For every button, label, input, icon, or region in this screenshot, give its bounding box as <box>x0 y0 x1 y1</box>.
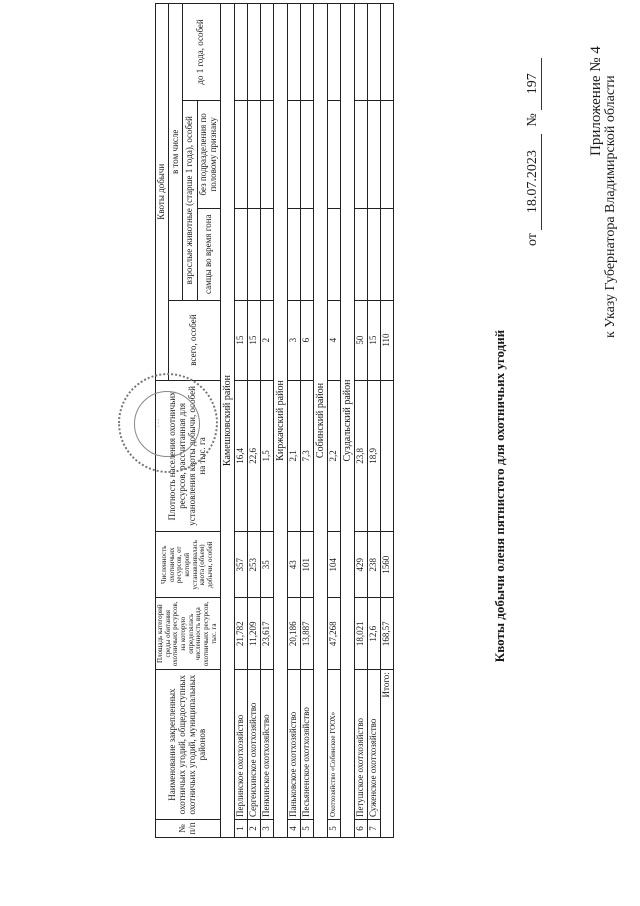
cell-num: 3 <box>260 820 273 838</box>
table-row <box>287 4 300 838</box>
header-total: всего, особей <box>168 300 220 380</box>
appendix-heading: Приложение № 4 <box>588 46 604 156</box>
cell-rut <box>247 208 260 300</box>
cell-young <box>327 4 340 101</box>
header-population: Численность охотничьих ресурсов, от которой устанавливалась квота (объем) добычи, особей <box>156 532 221 598</box>
table-row <box>247 4 260 838</box>
cell-density: 18,9 <box>367 380 380 532</box>
cell-total: 15 <box>247 300 260 380</box>
district-row <box>273 4 287 838</box>
cell-no-sex <box>354 100 367 208</box>
cell-density: 16,4 <box>234 380 247 532</box>
cell-no-sex <box>247 100 260 208</box>
cell-num: 1 <box>234 820 247 838</box>
cell-total: 15 <box>367 300 380 380</box>
cell-young <box>300 4 313 101</box>
header-rut: самцы во время гона <box>197 208 220 300</box>
date-prefix: от <box>525 233 540 246</box>
table-row <box>234 4 247 838</box>
cell-total: 2 <box>260 300 273 380</box>
cell-young <box>260 4 273 101</box>
header-young: до 1 года, особей <box>183 4 220 101</box>
table-row <box>300 4 313 838</box>
decree-date: 18.07.2023 <box>525 134 542 230</box>
cell-area: 20,186 <box>287 598 300 670</box>
cell-young <box>234 4 247 101</box>
cell-area: 21,782 <box>234 598 247 670</box>
district-row <box>313 4 327 838</box>
cell-num: 2 <box>247 820 260 838</box>
total-density <box>380 380 393 532</box>
cell-area: 47,268 <box>327 598 340 670</box>
district-name: Киржачский район <box>273 4 287 838</box>
cell-density: 23,8 <box>354 380 367 532</box>
cell-num: 5 <box>327 820 340 838</box>
header-no-sex: без подразделения по половому признаку <box>197 100 220 208</box>
cell-area: 23,617 <box>260 598 273 670</box>
total-population: 1560 <box>380 532 393 598</box>
cell-name: Пенкинское охотхозяйство <box>260 670 273 820</box>
table-row <box>260 4 273 838</box>
district-name: Суздальский район <box>340 4 354 838</box>
cell-rut <box>354 208 367 300</box>
header-incl: в том числе <box>168 4 182 301</box>
decree-reference: к Указу Губернатора Владимирской области <box>603 75 618 338</box>
cell-young <box>247 4 260 101</box>
cell-no-sex <box>234 100 247 208</box>
cell-density: 2,1 <box>287 380 300 532</box>
cell-rut <box>327 208 340 300</box>
cell-population: 101 <box>300 532 313 598</box>
cell-density: 1,5 <box>260 380 273 532</box>
cell-no-sex <box>367 100 380 208</box>
cell-no-sex <box>300 100 313 208</box>
cell-density: 7,3 <box>300 380 313 532</box>
cell-num: 5 <box>300 820 313 838</box>
cell-total: 4 <box>327 300 340 380</box>
cell-rut <box>367 208 380 300</box>
table-row <box>367 4 380 838</box>
header-quota-group: Квоты добычи <box>156 4 169 381</box>
cell-population: 35 <box>260 532 273 598</box>
cell-name: Охотхозяйство «Собинское ГООХ» <box>327 670 340 820</box>
cell-population: 43 <box>287 532 300 598</box>
cell-rut <box>287 208 300 300</box>
official-seal-stamp: ◦ ◦ ◦ <box>118 373 218 473</box>
district-row <box>220 4 234 838</box>
cell-young <box>287 4 300 101</box>
cell-area: 11,209 <box>247 598 260 670</box>
table-row <box>327 4 340 838</box>
cell-population: 104 <box>327 532 340 598</box>
cell-population: 357 <box>234 532 247 598</box>
quota-table-body <box>220 4 393 838</box>
cell-rut <box>234 208 247 300</box>
cell-no-sex <box>287 100 300 208</box>
cell-name: Сергеихинское охотхозяйство <box>247 670 260 820</box>
decree-number: 197 <box>525 58 542 110</box>
cell-population: 253 <box>247 532 260 598</box>
cell-density: 22,6 <box>247 380 260 532</box>
cell-name: Перлинское охотхозяйство <box>234 670 247 820</box>
total-total: 110 <box>380 300 393 380</box>
cell-num: 4 <box>287 820 300 838</box>
table-row <box>354 4 367 838</box>
cell-rut <box>260 208 273 300</box>
cell-area: 18,021 <box>354 598 367 670</box>
cell-young <box>354 4 367 101</box>
cell-name: Песьяненское охотхозяйство <box>300 670 313 820</box>
total-area: 168,57 <box>380 598 393 670</box>
decree-date-line <box>525 58 542 246</box>
header-name: Наименование закрепленных охотничьих угодий, общедоступных охотничьих угодий, муниципальных районов <box>156 670 221 820</box>
cell-population: 238 <box>367 532 380 598</box>
number-prefix: № <box>525 113 540 127</box>
district-row <box>340 4 354 838</box>
total-young <box>380 4 393 101</box>
district-name: Камешковский район <box>220 4 234 838</box>
cell-area: 12,6 <box>367 598 380 670</box>
cell-density: 2,2 <box>327 380 340 532</box>
document-title: Квоты добычи оленя пятнистого для охотничьих угодий <box>492 329 507 663</box>
total-rut <box>380 208 393 300</box>
cell-area: 13,887 <box>300 598 313 670</box>
header-area: Площадь категорий среды обитания охотничьих ресурсов, на которую определялась численность вида охотничьих ресурсов, тыс. га <box>156 598 221 670</box>
cell-name: Суженское охотхозяйство <box>367 670 380 820</box>
cell-total: 15 <box>234 300 247 380</box>
header-adults: взрослые животные (старше 1 года), особей <box>183 100 197 300</box>
cell-population: 429 <box>354 532 367 598</box>
total-label: Итого: <box>380 670 393 838</box>
cell-no-sex <box>260 100 273 208</box>
cell-no-sex <box>327 100 340 208</box>
cell-total: 6 <box>300 300 313 380</box>
cell-young <box>367 4 380 101</box>
cell-rut <box>300 208 313 300</box>
cell-num: 6 <box>354 820 367 838</box>
district-name: Собинский район <box>313 4 327 838</box>
header-density: Плотность населения охотничьих ресурсов, рассчитанная для установления квоты добычи, особей на тыс. га <box>156 380 221 532</box>
total-row <box>380 4 393 838</box>
header-num: № п/п <box>156 820 221 838</box>
cell-num: 7 <box>367 820 380 838</box>
cell-total: 50 <box>354 300 367 380</box>
cell-name: Паньковское охотхозяйство <box>287 670 300 820</box>
total-no-sex <box>380 100 393 208</box>
cell-total: 3 <box>287 300 300 380</box>
cell-name: Петушское охотхозяйство <box>354 670 367 820</box>
